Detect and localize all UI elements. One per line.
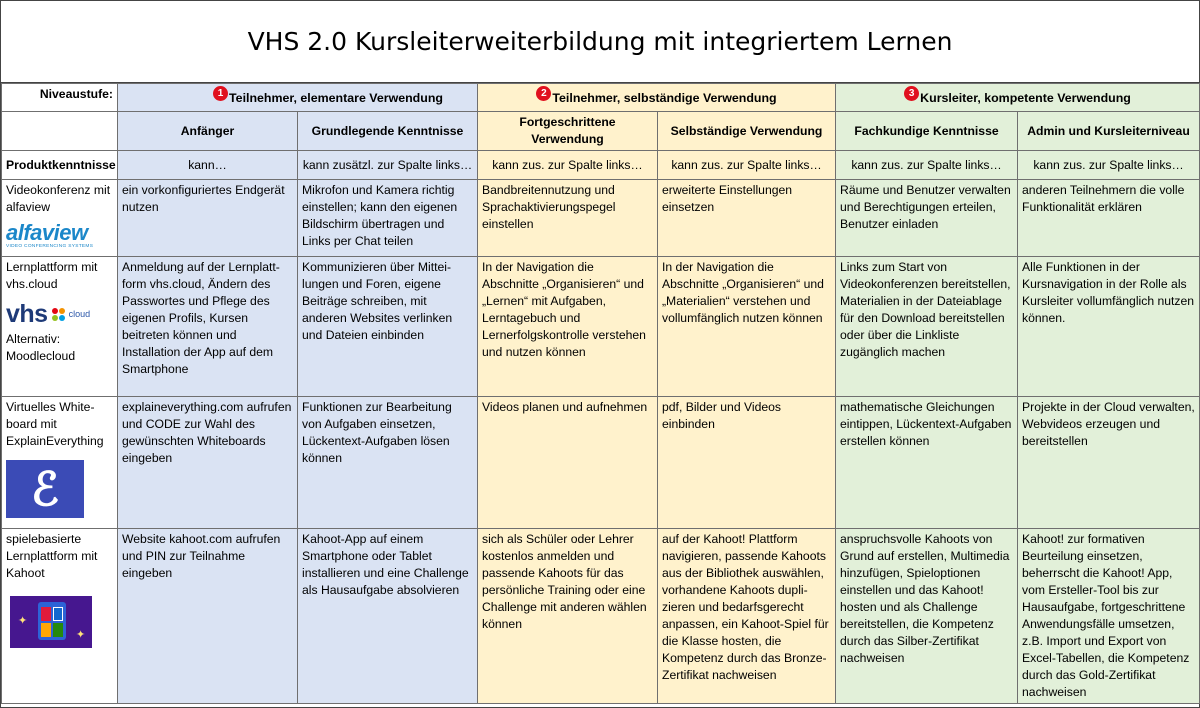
product-name: Lernplattform mit vhs.cloud <box>6 260 98 291</box>
vhs-logo-dots-icon <box>52 308 65 321</box>
column-header: Anfänger <box>118 112 298 151</box>
skill-cell: explaineverything.com aufrufen und CODE zur Wahl des gewünschten Whiteboards eingeben <box>118 397 298 529</box>
vhs-logo-sub: cloud <box>68 308 91 319</box>
product-label: Produktkenntnisse <box>2 151 118 180</box>
column-header: Fortgeschrittene Verwendung <box>478 112 658 151</box>
level-2-header <box>478 84 836 112</box>
skill-cell: erweiterte Einstellungen einsetzen <box>658 180 836 257</box>
table-row <box>2 257 1200 397</box>
competency-table <box>1 83 1200 704</box>
column-header: Fachkundige Kenntnisse <box>836 112 1018 151</box>
level-row <box>2 84 1200 112</box>
skill-cell: Kahoot! zur formativen Beurteilung einsetzen, beherrscht die Kahoot! App, vom Ersteller-Tool bis zur Hausaufgabe, fortgeschrittene Anwendungsfälle umsetzen, z.B. Import und Export von Excel-Tabellen, die Kompetenz durch das Gold-Zertifikat nachweisen <box>1018 529 1200 704</box>
product-name: Virtuelles White-board mit ExplainEverything <box>6 400 104 448</box>
skill-cell: Projekte in der Cloud verwalten, Webvideos erzeugen und bereitstellen <box>1018 397 1200 529</box>
level-1-header <box>118 84 478 112</box>
skill-cell: Videos planen und aufnehmen <box>478 397 658 529</box>
skill-cell: auf der Kahoot! Plattform navigieren, passende Kahoots aus der Bibliothek auswählen, vorhandene Kahoots dupli-zieren und bedarfsgerecht anpassen, ein Kahoot-Spiel für die Klasse hosten, die Kompetenz durch das Bronze-Zertifikat nachweisen <box>658 529 836 704</box>
skill-cell: anspruchsvolle Kahoots von Grund auf erstellen, Multimedia hinzufügen, Spieloptionen einstellen und das Kahoot! hosten und als Challenge bereitstellen, die Kompetenz durch das Silber-Zertifikat nachweisen <box>836 529 1018 704</box>
level-1-label: Teilnehmer, elementare Verwendung <box>229 91 443 105</box>
skill-cell: In der Navigation die Abschnitte „Organisieren“ und „Lernen“ mit Aufgaben, Lerntagebuch und Lernerfolgskontrolle verstehen und nutzen können <box>478 257 658 397</box>
alfaview-logo-sub: VIDEO CONFERENCING SYSTEMS <box>6 244 94 249</box>
skill-cell: Website kahoot.com aufrufen und PIN zur Teilnahme eingeben <box>118 529 298 704</box>
product-name: Videokonferenz mit alfaview <box>6 183 111 214</box>
level-label: Niveaustufe: <box>2 84 118 112</box>
column-header: Admin und Kursleiterniveau <box>1018 112 1200 151</box>
skill-cell: In der Navigation die Abschnitte „Organisieren“ und „Materialien“ verstehen und vollumfänglich nutzen können <box>658 257 836 397</box>
skill-cell: Funktionen zur Bearbeitung von Aufgaben einsetzen, Lückentext-Aufgaben lösen können <box>298 397 478 529</box>
vhs-logo-word: vhs <box>6 300 48 328</box>
alfaview-logo-word: alfaview <box>6 220 88 245</box>
column-header-row <box>2 112 1200 151</box>
product-cell-vhs-cloud <box>2 257 118 397</box>
alfaview-logo <box>6 222 106 250</box>
product-cell-explaineverything <box>2 397 118 529</box>
vhs-cloud-logo <box>6 301 113 327</box>
skill-cell: pdf, Bilder und Videos einbinden <box>658 397 836 529</box>
product-cell-alfaview <box>2 180 118 257</box>
level-1-badge: 1 <box>213 86 228 101</box>
product-name: spielebasierte Lernplattform mit Kahoot <box>6 532 98 580</box>
header-corner <box>2 112 118 151</box>
column-header: Grundlegende Kenntnisse <box>298 112 478 151</box>
kann-cell: kann… <box>118 151 298 180</box>
sparkle-icon: ✦ <box>18 615 28 627</box>
kann-cell: kann zusätzl. zur Spalte links… <box>298 151 478 180</box>
sparkle-icon: ✦ <box>76 629 86 641</box>
skill-cell: Links zum Start von Videokonferenzen bereitstellen, Materialien in der Dateiablage für den Download bereitstellen oder über die Linkliste zugänglich machen <box>836 257 1018 397</box>
skill-cell: Anmeldung auf der Lernplatt-form vhs.cloud, Ändern des Passwortes und Pflege des eigenen Profils, Kursen beitreten können und Installation der App auf dem Smartphone <box>118 257 298 397</box>
kann-cell: kann zus. zur Spalte links… <box>478 151 658 180</box>
kann-row <box>2 151 1200 180</box>
skill-cell: Kommunizieren über Mittei-lungen und Foren, eigene Beiträge schreiben, mit anderen Websites verlinken und Dateien einbinden <box>298 257 478 397</box>
kann-cell: kann zus. zur Spalte links… <box>1018 151 1200 180</box>
skill-cell: sich als Schüler oder Lehrer kostenlos anmelden und passende Kahoots für das persönliche Training oder eine Challenge mit anderen wählen können <box>478 529 658 704</box>
level-3-header <box>836 84 1200 112</box>
skill-cell: ein vorkonfiguriertes Endgerät nutzen <box>118 180 298 257</box>
skill-cell: Räume und Benutzer verwalten und Berechtigungen erteilen, Benutzer einladen <box>836 180 1018 257</box>
product-alternative: Alternativ: Moodlecloud <box>6 332 76 363</box>
kahoot-tile <box>38 602 66 640</box>
table-row <box>2 397 1200 529</box>
column-header: Selbständige Verwendung <box>658 112 836 151</box>
level-3-badge: 3 <box>904 86 919 101</box>
skill-cell: anderen Teilnehmern die volle Funktionalität erklären <box>1018 180 1200 257</box>
skill-cell: Bandbreitennutzung und Sprachaktivierungspegel einstellen <box>478 180 658 257</box>
skill-cell: Alle Funktionen in der Kursnavigation in der Rolle als Kursleiter vollumfänglich nutzen können. <box>1018 257 1200 397</box>
kann-cell: kann zus. zur Spalte links… <box>836 151 1018 180</box>
skill-cell: Kahoot-App auf einem Smartphone oder Tablet installieren und eine Challenge als Hausaufgabe absolvieren <box>298 529 478 704</box>
table-row <box>2 180 1200 257</box>
kahoot-logo-icon <box>10 596 92 648</box>
level-2-label: Teilnehmer, selbständige Verwendung <box>552 91 777 105</box>
table-row <box>2 529 1200 704</box>
skill-cell: Mikrofon und Kamera richtig einstellen; kann den eigenen Bildschirm übertragen und Links per Chat teilen <box>298 180 478 257</box>
kann-cell: kann zus. zur Spalte links… <box>658 151 836 180</box>
explaineverything-glyph: ℰ <box>31 462 59 516</box>
explaineverything-logo-icon <box>6 460 84 518</box>
level-3-label: Kursleiter, kompetente Verwendung <box>920 91 1131 105</box>
page-title: VHS 2.0 Kursleiterweiterbildung mit integriertem Lernen <box>1 1 1199 83</box>
skill-cell: mathematische Gleichungen eintippen, Lückentext-Aufgaben erstellen können <box>836 397 1018 529</box>
product-cell-kahoot <box>2 529 118 704</box>
level-2-badge: 2 <box>536 86 551 101</box>
